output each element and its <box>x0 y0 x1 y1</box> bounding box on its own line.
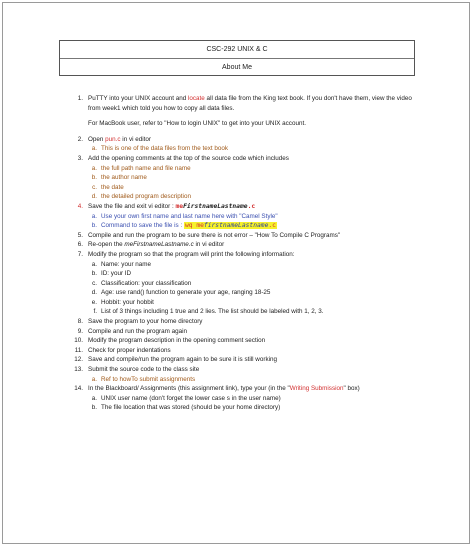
sub-item: a. the full path name and file name <box>91 164 191 172</box>
page-title: About Me <box>60 58 414 76</box>
locate-link[interactable]: locate <box>188 95 205 102</box>
save-command-highlight: wq mefirstnameLastname.c <box>184 222 276 230</box>
macbook-note: For MacBook user, refer to "How to login UNIX" to get into your UNIX account. <box>88 120 306 128</box>
sub-item: d. the detailed program description <box>91 193 191 201</box>
list-item-6: 6. Re-open the meFirstnameLastname.c in vi editor <box>77 241 225 249</box>
sub-item: c. the date <box>92 183 124 191</box>
list-item-8: 8. Save the program to your home directory <box>77 318 203 326</box>
writing-submission-link[interactable]: Writing Submission <box>289 385 344 393</box>
list-item-12: 12. Save and compile/run the program again to be sure it is still working <box>74 356 278 364</box>
sub-item: a. Name: your name <box>91 260 152 268</box>
list-item-9: 9. Compile and run the program again <box>77 327 188 335</box>
sub-item: b. the author name <box>91 174 147 182</box>
course-title: CSC-292 UNIX & C <box>206 46 268 53</box>
sub-item: c. Classification: your classification <box>92 279 192 287</box>
list-item-10: 10. Modify the program description in the opening comment section <box>74 337 266 345</box>
sub-item: b. Command to save the file is : wq mefirstnameLastname.c <box>91 222 276 230</box>
sub-item: d. Age: use rand() function to generate your age, ranging 18-25 <box>91 289 271 297</box>
sub-item: b. The file location that was stored (should be your home directory) <box>91 404 281 412</box>
sub-item: e. Hobbit: your hobbit <box>91 298 154 306</box>
list-item-14: 14. In the Blackboard/ Assignments (this assignment link), type your (in the "Writing Submission" box) <box>74 385 360 393</box>
sub-item[interactable]: a. Ref to howTo submit assignments <box>91 375 196 383</box>
sub-item: a. This is one of the data files from the text book <box>91 145 229 153</box>
list-item-11: 11. Check for proper indentations <box>74 346 171 354</box>
list-item-5: 5. Compile and run the program to be sure there is not error – "How To Compile C Programs" <box>77 231 341 239</box>
list-item-7: 7. Modify the program so that the program will print the following information: <box>77 250 295 258</box>
file-name: pun.c <box>105 135 121 143</box>
list-item-13: 13. Submit the source code to the class site <box>74 366 200 374</box>
list-item-3: 3. Add the opening comments at the top of the source code which includes <box>77 154 289 162</box>
sub-item: b. ID: your ID <box>91 270 132 278</box>
sub-item: a. UNIX user name (don't forget the lower case s in the user name) <box>91 394 281 402</box>
sub-item: f. List of 3 things including 1 true and 2 lies. The list should be labeled with 1, 2, 3. <box>93 308 324 316</box>
sub-item: a. Use your own first name and last name here with "Camel Style" <box>91 212 278 220</box>
header-table <box>59 40 415 76</box>
instruction-list <box>72 94 420 413</box>
list-item-1: 1. PuTTY into your UNIX account and locate all data file from the King text book. If you don't have them, view the video from week1 which told you how to copy all data files. <box>77 95 412 112</box>
list-item-4: 4. Save the file and exit vi editor : meFirstnameLastname.c <box>77 202 256 210</box>
list-item-2: 2. Open pun.c in vi editor <box>77 135 152 143</box>
